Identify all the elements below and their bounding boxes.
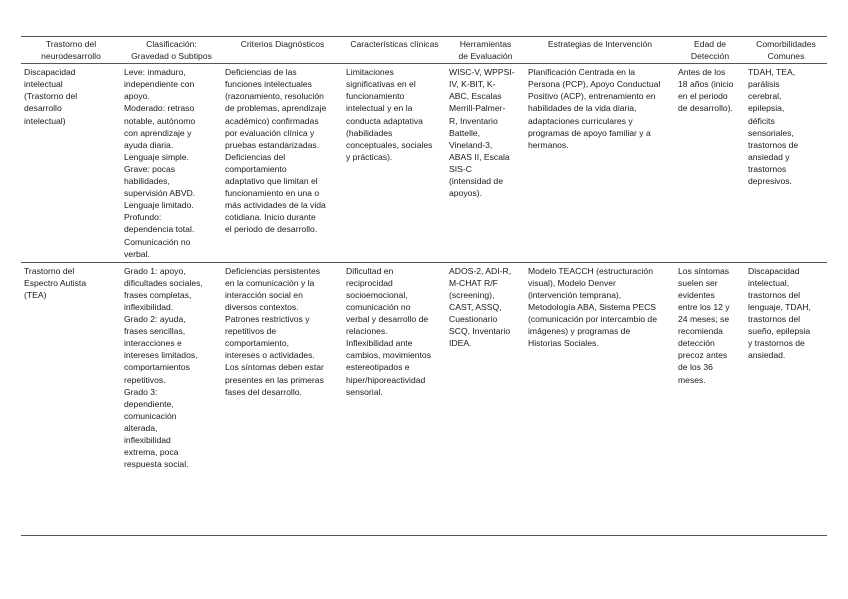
header-criterios: Criterios Diagnósticos	[240, 39, 325, 49]
table-cell: Los síntomas suelen ser evidentes entre los 12 y 24 meses; se recomienda detección precoz antes de los 36 meses.	[678, 265, 730, 385]
header-caracteristicas: Características clínicas	[350, 39, 439, 49]
table-cell: TDAH, TEA, parálisis cerebral, epilepsia, déficits sensoriales, trastornos de ansiedad y trastornos depresivos.	[748, 67, 799, 187]
table-cell: Planificación Centrada en la Persona (PCP), Apoyo Conductual Positivo (ACP), entrenamiento en habilidades de la vida diaria, adaptaciones curriculares y programas de apoyo familiar y a hermanos.	[528, 67, 661, 150]
neurodevelopment-table	[21, 36, 827, 536]
table-cell: Modelo TEACCH (estructuración visual), Modelo Denver (intervención temprana), Metodología ABA, Sistema PECS (comunicación por intercambio de imágenes) y programas de Historias Sociales.	[528, 265, 657, 349]
header-clasificacion: Clasificación: Gravedad o Subtipos	[131, 39, 212, 62]
header-herramientas: Herramientas de Evaluación	[458, 39, 513, 62]
table-cell: Discapacidad intelectual, trastornos del lenguaje, TDAH, trastornos del sueño, epilepsia y trastornos de ansiedad.	[748, 265, 811, 361]
table-cell: Antes de los 18 años (inicio en el periodo de desarrollo).	[678, 67, 734, 114]
table-row	[21, 262, 827, 535]
table-cell: Leve: inmaduro, independiente con apoyo. Moderado: retraso notable, autónomo con aprendizaje y ayuda diaria. Lenguaje simple. Grave: pocas habilidades, supervisión ABVD. Lenguaje limitado. Profundo: dependencia total. Comunicación no verbal.	[124, 67, 196, 259]
table-cell: Deficiencias persistentes en la comunicación y la interacción social en diversos contextos. Patrones restrictivos y repetitivos de comportamiento, intereses o actividades. Los síntomas deben estar presentes en las primeras fases del desarrollo.	[225, 265, 324, 397]
table-cell: WISC-V, WPPSI- IV, K-BIT, K- ABC, Escalas Merrill-Palmer- R, Inventario Battelle, Vineland-3, ABAS II, Escala SIS-C (intensidad de apoyos).	[449, 67, 515, 199]
table-cell: Deficiencias de las funciones intelectuales (razonamiento, resolución de problemas, aprendizaje académico) confirmadas por evaluación clínica y pruebas estandarizadas. Deficiencias del comportamiento adaptativo que limitan el funcionamiento en una o más actividades de la vida cotidiana. Inicio durante el periodo de desarrollo.	[225, 67, 327, 235]
table-row	[21, 64, 827, 263]
table-cell: Grado 1: apoyo, dificultades sociales, frases completas, inflexibilidad. Grado 2: ayuda, frases sencillas, interacciones e intereses limitados, comportamientos repetitivos. Grado 3: dependiente, comunicación alterada, inflexibilidad extrema, poca respuesta social.	[124, 265, 203, 470]
table-cell: Dificultad en reciprocidad socioemocional, comunicación no verbal y desarrollo de relaciones. Inflexibilidad ante cambios, movimientos estereotipados e hiper/hiporeactividad sensorial.	[346, 265, 432, 397]
header-comorbilidades: Comorbilidades Comunes	[756, 39, 816, 62]
table-cell: Trastorno del Espectro Autista (TEA)	[24, 265, 87, 300]
header-edad: Edad de Detección	[690, 39, 730, 62]
header-estrategias: Estrategias de Intervención	[547, 39, 653, 49]
table-cell: Discapacidad intelectual (Trastorno del desarrollo intelectual)	[24, 67, 78, 126]
table-cell: ADOS-2, ADI-R, M-CHAT R/F (screening), CAST, ASSQ, Cuestionario SCQ, Inventario IDEA.	[449, 265, 512, 349]
table-header-row	[21, 37, 827, 64]
table-cell: Limitaciones significativas en el funcionamiento intelectual y en la conducta adaptativa (habilidades conceptuales, sociales y prácticas).	[346, 67, 433, 162]
header-trastorno: Trastorno del neurodesarrollo	[41, 39, 101, 62]
